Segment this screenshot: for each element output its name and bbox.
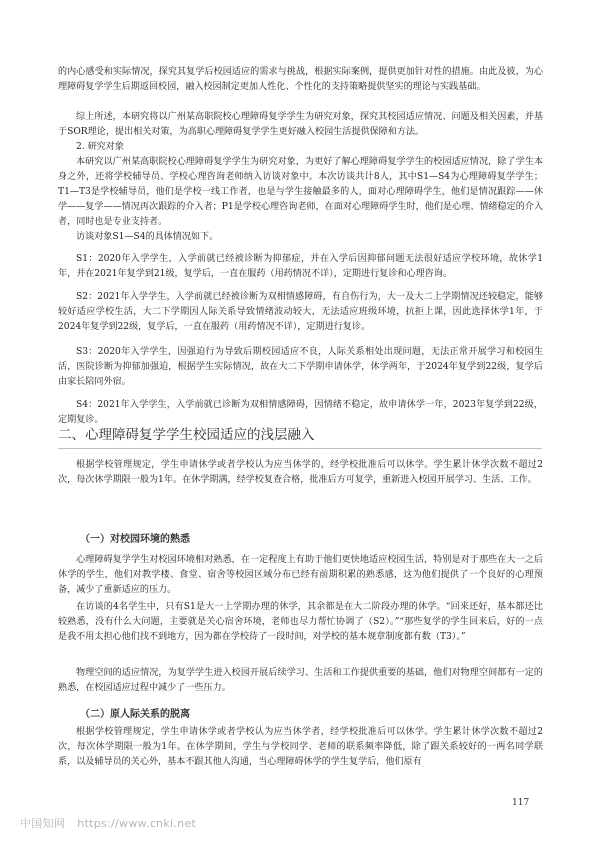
subsection-label: 2. 研究对象 — [76, 142, 124, 152]
body-paragraph: 根据学校管理规定，学生申请休学或者学校认为应当休学的，经学校批准后可以休学。学生累计休学次数不超过2次，每次休学期限一般为1年。在休学期满，经学校复查合格，批准后方可复学，重新进入校园开展学习、生活、工作。 — [58, 460, 543, 485]
subsection-heading: （二）原人际关系的脱离 — [80, 709, 190, 720]
case-paragraph-s1: S1：2020年入学学生，入学前就已经被诊断为抑郁症，并在入学后因抑郁问题无法很好适应学校环境，故休学1年，并在2021年复学到21级，复学后，一直在服药（用药情况不详），定期进行复诊和心理咨询。 — [58, 254, 543, 279]
body-paragraph: 在访谈的4名学生中，只有S1是大一上学期办理的休学，其余都是在大二阶段办理的休学。“回来还好，基本都还比较熟悉，没有什么大问题，主要就是关心宿舍环境，老师也尽力帮忙协调了（S2）。”“那些复学的学生回来后，好的一点是我不用太担心他们找不到地方，因为都在学校待了一段时间，对学校的基本规章制度都有数（T3）。” — [58, 602, 543, 642]
cnki-watermark — [20, 815, 208, 831]
subsection-heading: （一）对校园环境的熟悉 — [80, 534, 190, 545]
case-paragraph-s2: S2：2021年入学学生，入学前就已经被诊断为双相情感障碍，有自伤行为，大一及大二上学期情况还较稳定，能够较好适应学校生活，大二下学期因人际关系导致情绪波动较大，无法适应班级环境，抗拒上课，因此选择休学1年，于2024年复学到22级，复学后，一直在服药（用药情况不详），定期进行复诊。 — [58, 292, 543, 332]
body-paragraph: 本研究以广州某高职院校心理障碍复学学生为研究对象，为更好了解心理障碍复学学生的校园适应情况，除了学生本身之外，还将学校辅导员、学校心理咨询老师纳入访谈对象中。本次访谈共计8人，其中S1—S4为心理障碍复学学生；T1—T3是学校辅导员，他们是学校一线工作者，也是与学生接触最多的人，面对心理障碍学生，他们是情况跟踪——休学——复学——情况再次跟踪的介入者；P1是学校心理咨询老师，在面对心理障碍学生时，他们是心理、情绪稳定的介入者，同时也是专业支持者。 — [58, 157, 543, 227]
body-paragraph: 心理障碍复学学生对校园环境相对熟悉，在一定程度上有助于他们更快地适应校园生活，特别是对于那些在大一之后休学的学生，他们对教学楼、食堂、宿舍等校园区域分布已经有前期积累的熟悉感，这为他们提供了一个良好的心理预备，减少了重新适应的压力。 — [58, 555, 543, 595]
body-paragraph: 根据学校管理规定，学生申请休学或者学校认为应当休学者，经学校批准后可以休学。学生累计休学次数不超过2次，每次休学期限一般为1年。在休学期间，学生与学校同学、老师的联系频率降低，除了跟关系较好的一两名同学联系，以及辅导员的关心外，基本不跟其他人沟通，当心理障碍休学的学生复学后，他们原有 — [58, 727, 543, 767]
watermark-url: https://www.cnki.net — [77, 817, 197, 830]
body-paragraph: 的内心感受和实际情况，探究其复学后校园适应的需求与挑战，根据实际案例，提供更加针对性的措施。由此及彼，为心理障碍复学学生后期返回校园，融入校园制定更加人性化、个性化的支持策略提供坚实的理论与实践基础。 — [58, 67, 543, 92]
heading-rule — [58, 448, 542, 449]
case-paragraph-s4: S4：2021年入学学生，入学前就已诊断为双相情感障碍，因情绪不稳定，故申请休学一年，2023年复学到22级，定期复诊。 — [58, 400, 543, 425]
body-paragraph: 综上所述，本研究将以广州某高职院校心理障碍复学学生为研究对象，探究其校园适应情况、问题及相关因素，并基于SOR理论，提出相关对策，为高职心理障碍复学学生更好融入校园生活提供保障和方法。 — [58, 112, 543, 137]
body-paragraph: 物理空间的适应情况，为复学学生进入校园开展后续学习、生活和工作提供重要的基础，他们对物理空间都有一定的熟悉，在校园适应过程中减少了一些压力。 — [58, 668, 543, 693]
section-heading: 二、心理障碍复学学生校园适应的浅层融入 — [58, 427, 315, 443]
page-number: 117 — [512, 798, 530, 808]
case-paragraph-s3: S3：2020年入学学生，因强迫行为导致后期校园适应不良，人际关系相处出现问题，无法正常开展学习和校园生活，医院诊断为抑郁加强迫，根据学生实际情况，故在大二下学期申请休学，休学两年，于2024年复学到22级，复学后由家长陪同外宿。 — [58, 347, 543, 387]
body-paragraph: 访谈对象S1—S4的具体情况如下。 — [76, 232, 219, 242]
watermark-site: 中国知网 — [20, 817, 66, 830]
